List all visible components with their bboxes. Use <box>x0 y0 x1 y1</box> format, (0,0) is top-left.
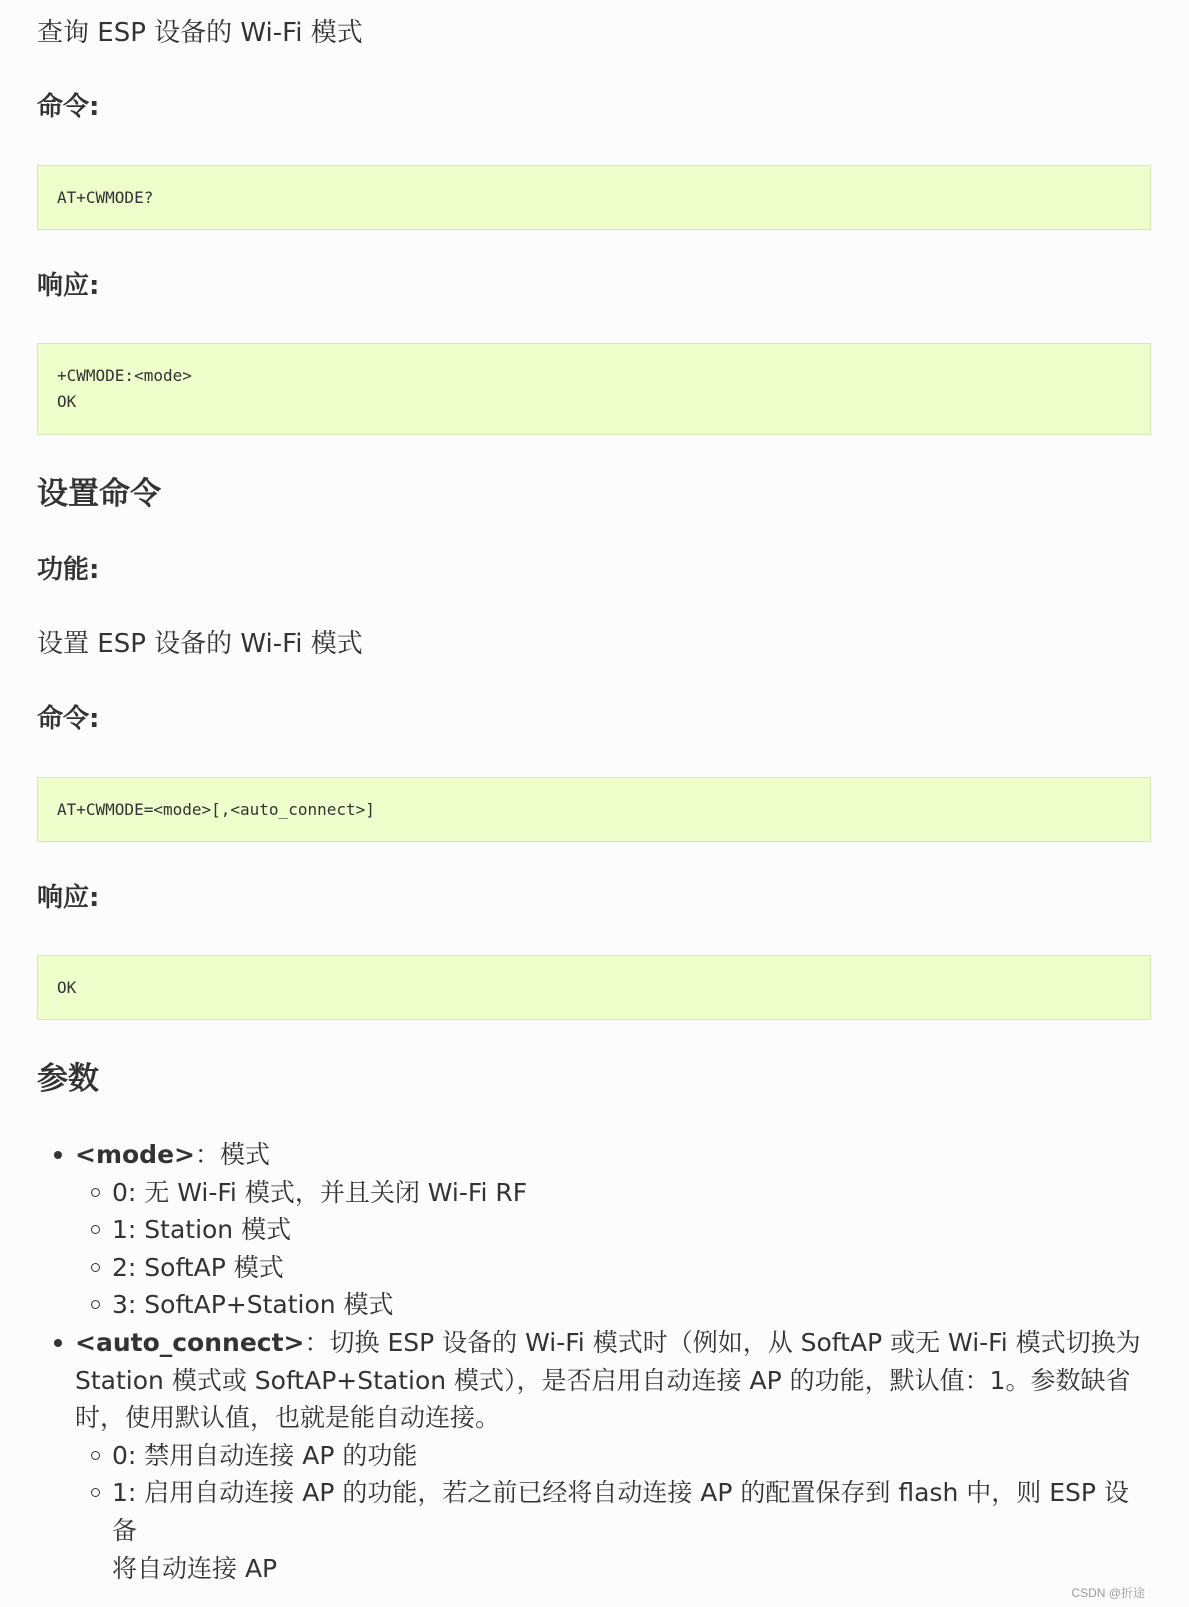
set-response-code-block <box>37 955 1151 1020</box>
param-sub-list <box>75 1174 1151 1324</box>
set-command-code-block <box>37 777 1151 842</box>
query-command-code-block <box>37 165 1151 230</box>
query-response-label: 响应: <box>37 271 100 301</box>
param-desc-line: Station 模式或 SoftAP+Station 模式），是否启用自动连接 AP 的功能，默认值：1。参数缺省 <box>75 1365 1131 1395</box>
param-name: <mode> <box>75 1140 195 1169</box>
set-function-label: 功能: <box>37 555 100 585</box>
params-list <box>37 1136 1151 1587</box>
list-item: 2: SoftAP 模式 <box>75 1249 1151 1287</box>
watermark: CSDN @折途 <box>1071 1586 1145 1600</box>
list-item: 0: 禁用自动连接 AP 的功能 <box>75 1437 1151 1475</box>
list-item-line: 将自动连接 AP <box>112 1553 278 1583</box>
list-item: 0: 无 Wi-Fi 模式，并且关闭 Wi-Fi RF <box>75 1174 1151 1212</box>
param-desc-line: 时，使用默认值，也就是能自动连接。 <box>75 1403 501 1433</box>
code-line: AT+CWMODE? <box>57 188 154 207</box>
code-line: OK <box>57 392 77 411</box>
set-response-label: 响应: <box>37 883 100 913</box>
code-line: OK <box>57 978 77 997</box>
params-heading: 参数 <box>37 1061 99 1097</box>
set-command-label: 命令: <box>37 704 100 734</box>
query-response-code-block <box>37 343 1151 435</box>
list-item-multiline <box>75 1474 1151 1587</box>
param-item-auto-connect <box>37 1324 1151 1587</box>
param-name: <auto_connect> <box>75 1327 305 1357</box>
query-command-label: 命令: <box>37 92 100 122</box>
set-command-heading: 设置命令 <box>37 476 161 512</box>
code-line: +CWMODE:<mode> <box>57 366 192 385</box>
param-desc: ：切换 ESP 设备的 Wi-Fi 模式时（例如，从 SoftAP 或无 Wi-Fi 模式切换为 <box>304 1327 1141 1357</box>
code-line: AT+CWMODE=<mode>[,<auto_connect>] <box>57 800 375 819</box>
list-item: 1: Station 模式 <box>75 1211 1151 1249</box>
param-item-mode <box>37 1136 1151 1324</box>
query-function-text: 查询 ESP 设备的 Wi-Fi 模式 <box>37 18 363 48</box>
list-item-line: 1: 启用自动连接 AP 的功能，若之前已经将自动连接 AP 的配置保存到 flash 中，则 ESP 设备 <box>112 1478 1129 1545</box>
list-item: 3: SoftAP+Station 模式 <box>75 1286 1151 1324</box>
param-desc: ：模式 <box>194 1140 270 1169</box>
param-sub-list <box>75 1437 1151 1587</box>
set-function-text: 设置 ESP 设备的 Wi-Fi 模式 <box>37 629 363 659</box>
